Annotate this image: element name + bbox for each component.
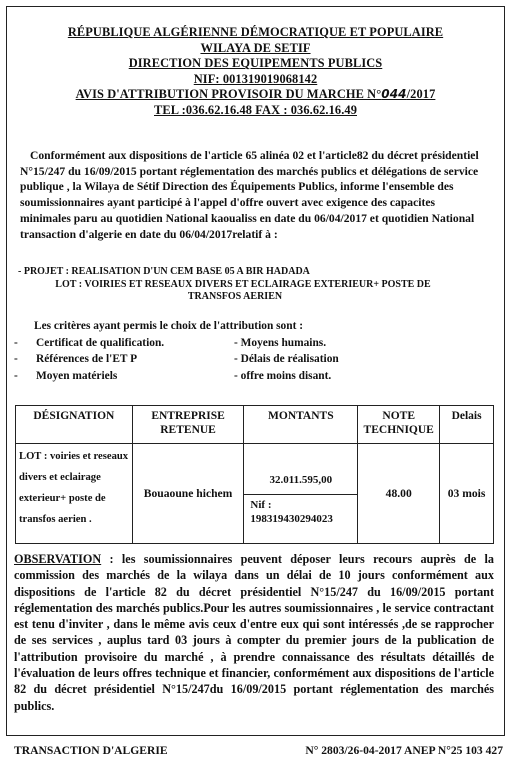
table-row: [16, 444, 494, 544]
project-line: - PROJET : REALISATION D'UN CEM BASE 05 A BIR HADADA: [18, 266, 310, 277]
contact-line: TEL :036.62.16.48 FAX : 036.62.16.49: [154, 102, 357, 117]
criteria-row: [14, 368, 474, 385]
criteria-row: [14, 335, 474, 352]
wilaya-title: WILAYA DE SETIF: [200, 40, 311, 55]
criteria-left: Certificat de qualification.: [36, 336, 165, 349]
criteria-right: - Moyens humains.: [234, 336, 327, 349]
criteria-block: [14, 318, 474, 384]
header-montants: MONTANTS: [244, 406, 358, 444]
avis-title: [7, 87, 504, 103]
cell-designation: LOT : voiries et reseaux divers et eclairage exterieur+ poste de transfos aerien .: [16, 444, 133, 544]
notice-header: [7, 25, 504, 119]
cell-entreprise: Bouaoune hichem: [132, 444, 244, 544]
cell-note-technique: 48.00: [358, 444, 440, 544]
observation-label: OBSERVATION: [14, 552, 102, 566]
newspaper-name: TRANSACTION D'ALGERIE: [14, 744, 168, 757]
montant-value: 32.011.595,00: [244, 459, 357, 495]
publication-footer: [6, 744, 505, 757]
cell-delais: 03 mois: [440, 444, 494, 544]
criteria-left: Références de l'ET P: [36, 353, 138, 365]
montant-nif: Nif : 198319430294023: [250, 498, 333, 525]
lot-line-continued: TRANSFOS AERIEN: [187, 291, 283, 303]
nif-value: 001319019068142: [222, 71, 318, 86]
direction-title: DIRECTION DES EQUIPEMENTS PUBLICS: [128, 56, 383, 71]
criteria-bullet: -: [14, 369, 18, 382]
criteria-bullet: -: [14, 353, 18, 365]
lot-line: LOT : VOIRIES ET RESEAUX DIVERS ET ECLAIRAGE EXTERIEUR+ POSTE DE: [55, 278, 431, 290]
table-header-row: [16, 406, 494, 444]
anep-reference: N° 2803/26-04-2017 ANEP N°25 103 427: [305, 744, 503, 757]
criteria-title: Les critères ayant permis le choix de l'attribution sont :: [34, 320, 304, 332]
republic-title: RÉPUBLIQUE ALGÉRIENNE DÉMOCRATIQUE ET POPULAIRE: [67, 25, 444, 39]
observation-text: : les soumissionnaires peuvent déposer leurs recours auprès de la commission des marchés de la wilaya dans un délai de 10 jours conformément aux dispositions de l'article 82 du décret présidentiel N°15/247 du 16/09/2015 portant réglementation des marchés publics.Pour les autres soumissionnaires , le service contractant est tenu d'inviter , dans le même avis ceux d'entre eux qui sont intéressés ,de se rapprocher de ses services , auplus tard 03 jours à compter du premier jours de la publication de l'attribution provisoire du marché , à prendre connaissance des résultats détaillés de l'évaluation de leurs offres technique et financier, conformément aux dispositions de l'article 82 du décret présidentiel N°15/247du 16/09/2015 portant réglementation des marchés publics.: [14, 552, 494, 713]
nif-line: [7, 72, 504, 88]
header-note: NOTE TECHNIQUE: [358, 406, 440, 444]
attribution-table: [15, 405, 494, 544]
criteria-bullet: -: [14, 336, 18, 349]
criteria-right: - Délais de réalisation: [234, 353, 339, 365]
header-delais: Delais: [440, 406, 494, 444]
header-entreprise: ENTREPRISE RETENUE: [132, 406, 244, 444]
header-designation: DÉSIGNATION: [16, 406, 133, 444]
nif-label: NIF:: [193, 71, 223, 86]
criteria-row: [14, 351, 474, 368]
criteria-right: - offre moins disant.: [234, 369, 332, 382]
avis-number-handwritten: 044: [381, 87, 407, 102]
avis-suffix: /2017: [406, 87, 436, 102]
cell-montants: [244, 444, 358, 544]
project-block: [14, 266, 484, 304]
observation-paragraph: [14, 551, 494, 714]
intro-paragraph: Conformément aux dispositions de l'article 65 alinéa 02 et l'article82 du décret présidentiel N°15/247 du 16/09/2015 portant réglementation des marchés publics et délégations de service publique , la Wilaya de Sétif Direction des Équipements Publics, informe l'ensemble des soumissionnaires ayant participé à l'appel d'offre ouvert avec exigence des capacites minimales paru au quotidien National kaoualiss en date du 06/04/2017 et quotidien National transaction d'algerie en date du 06/04/2017relatif à :: [20, 149, 479, 241]
criteria-left: Moyen matériels: [36, 369, 118, 382]
avis-prefix: AVIS D'ATTRIBUTION PROVISOIR DU MARCHE N°: [75, 87, 382, 102]
